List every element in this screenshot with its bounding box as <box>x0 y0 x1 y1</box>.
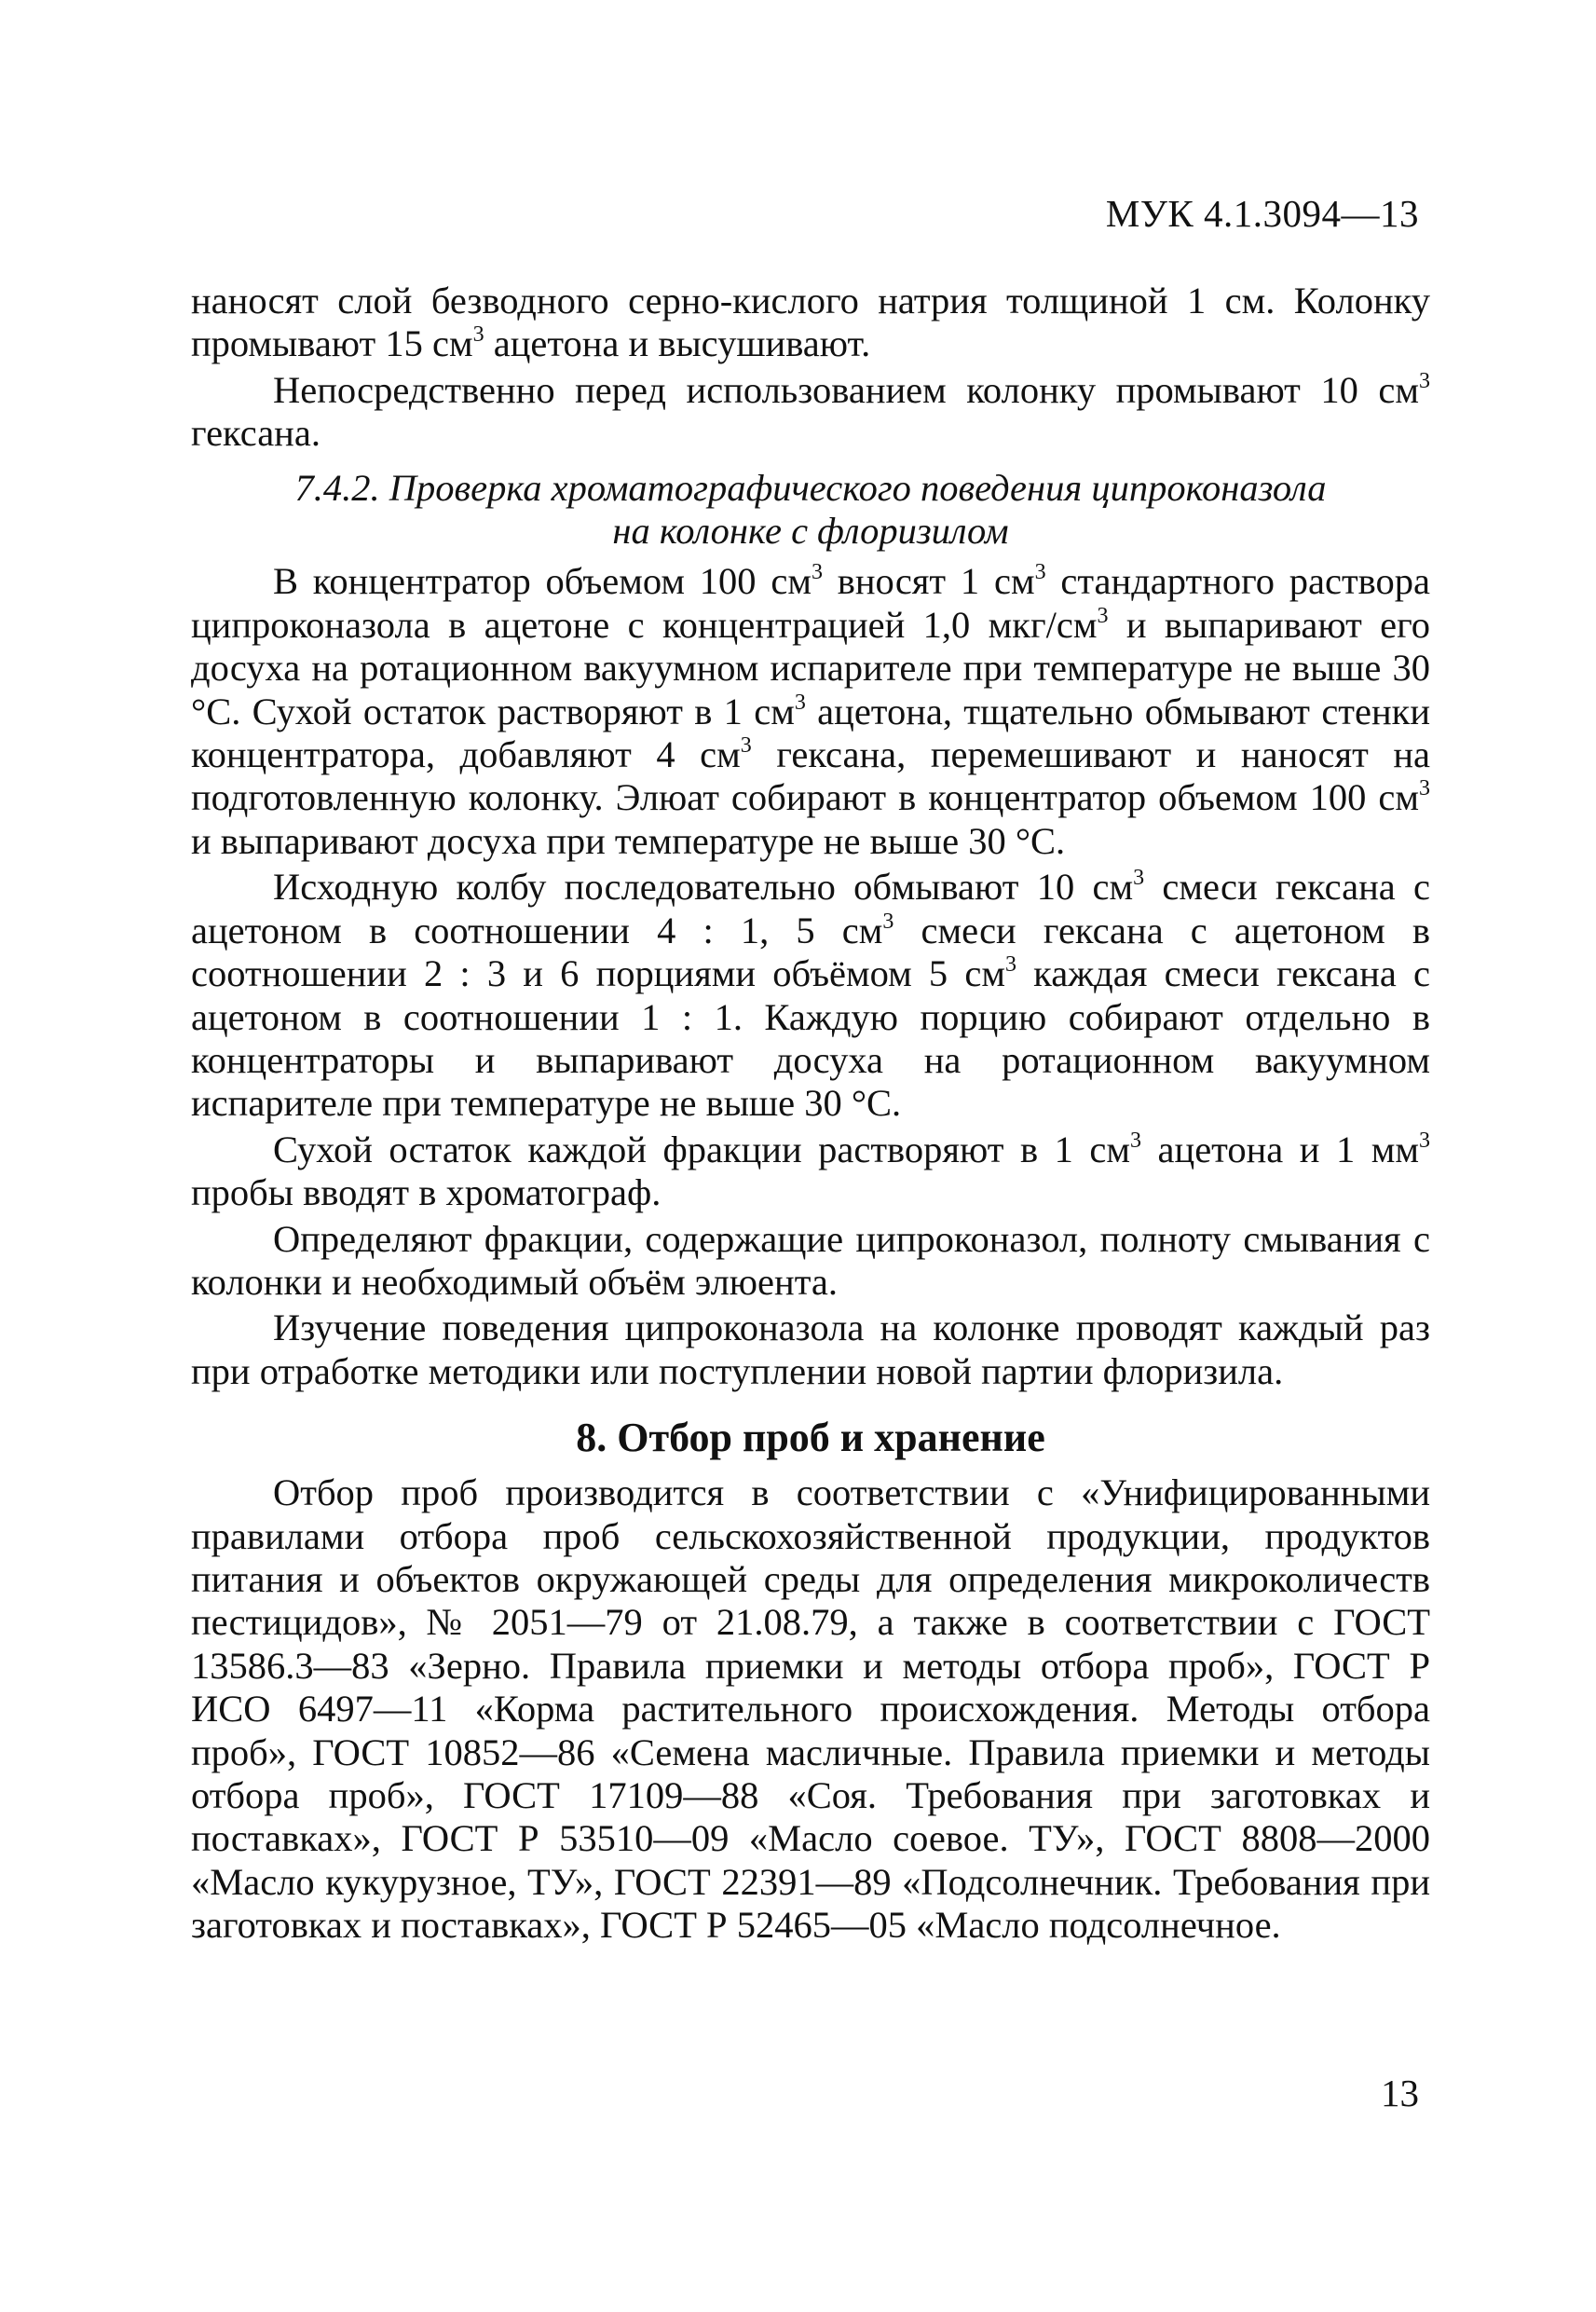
paragraph-continuation: наносят слой безводного серно-кислого натрия толщиной 1 см. Колонку промывают 15 $см^3$ ацетона и высушивают. <box>191 280 1430 365</box>
paragraph-sampling-rules: Отбор проб производится в соответствии с «Унифицированными правилами отбора проб сельскохозяйственной продукции, продуктов питания и объектов окружающей среды для определения микроколичеств пестицидов», № 2051—79 от 21.08.79, а также в соответствии с ГОСТ 13586.3—83 «Зерно. Правила приемки и методы отбора проб», ГОСТ Р ИСО 6497—11 «Корма растительного происхождения. Методы отбора проб», ГОСТ 10852—86 «Семена масличные. Правила приемки и методы отбора проб», ГОСТ 17109—88 «Соя. Требования при заготовках и поставках», ГОСТ Р 53510—09 «Масло соевое. ТУ», ГОСТ 8808—2000 «Масло кукурузное, ТУ», ГОСТ 22391—89 «Подсолнечник. Требования при заготовках и поставках», ГОСТ Р 52465—05 «Масло подсолнечное. <box>191 1471 1430 1947</box>
paragraph-hexane-rinse: Непосредственно перед использованием колонку промывают 10 $см^3$ гексана. <box>191 368 1430 455</box>
subsection-heading <box>191 467 1430 554</box>
paragraph-flask-rinse: Исходную колбу последовательно обмывают 10 $см^3$ смеси гексана с ацетоном в соотношении 4 : 1, 5 $см^3$ смеси гексана с ацетоном в соотношении 2 : 3 и 6 порциями объёмом 5 $см^3$ каждая смеси гексана с ацетоном в соотношении 1 : 1. Каждую порцию собирают отдельно в концентраторы и выпаривают досуха на ротационном вакуумном испарителе при температуре не выше 30 °С. <box>191 866 1431 1125</box>
page-number: 13 <box>1381 2072 1419 2114</box>
paragraph-fractions: Определяют фракции, содержащие ципроконазол, полноту смывания с колонки и необходимый объём элюента. <box>191 1217 1430 1303</box>
paragraph-concentrator: В концентратор объемом 100 $см^3$ вносят 1 $см^3$ стандартного раствора ципроконазола в ацетоне с концентрацией 1,0 мкг/$см^3$ и выпаривают его досуха на ротационном вакуумном испарителе при температуре не выше 30 °С. Сухой остаток растворяют в 1 $см^3$ ацетона, тщательно обмывают стенки концентратора, добавляют 4 $см^3$ гексана, перемешивают и наносят на подготовленную колонку. Элюат собирают в концентратор объемом 100 $см^3$ и выпаривают досуха при температуре не выше 30 °С. <box>191 560 1430 862</box>
paragraph-dry-residue: Сухой остаток каждой фракции растворяют в 1 $см^3$ ацетона и 1 $мм^3$ пробы вводят в хроматограф. <box>191 1128 1430 1214</box>
paragraph-behaviour-study: Изучение поведения ципроконазола на колонке проводят каждый раз при отработке методики или поступлении новой партии флоризила. <box>191 1306 1430 1392</box>
section-heading-sampling: 8. Отбор проб и хранение <box>576 1415 1045 1461</box>
document-body <box>191 280 1430 1950</box>
document-code: МУК 4.1.3094—13 <box>1105 192 1419 235</box>
subsection-heading-line1: 7.4.2. Проверка хроматографического поведения ципроконазола <box>294 466 1327 509</box>
subsection-heading-line2: на колонке с флоризилом <box>612 510 1009 553</box>
